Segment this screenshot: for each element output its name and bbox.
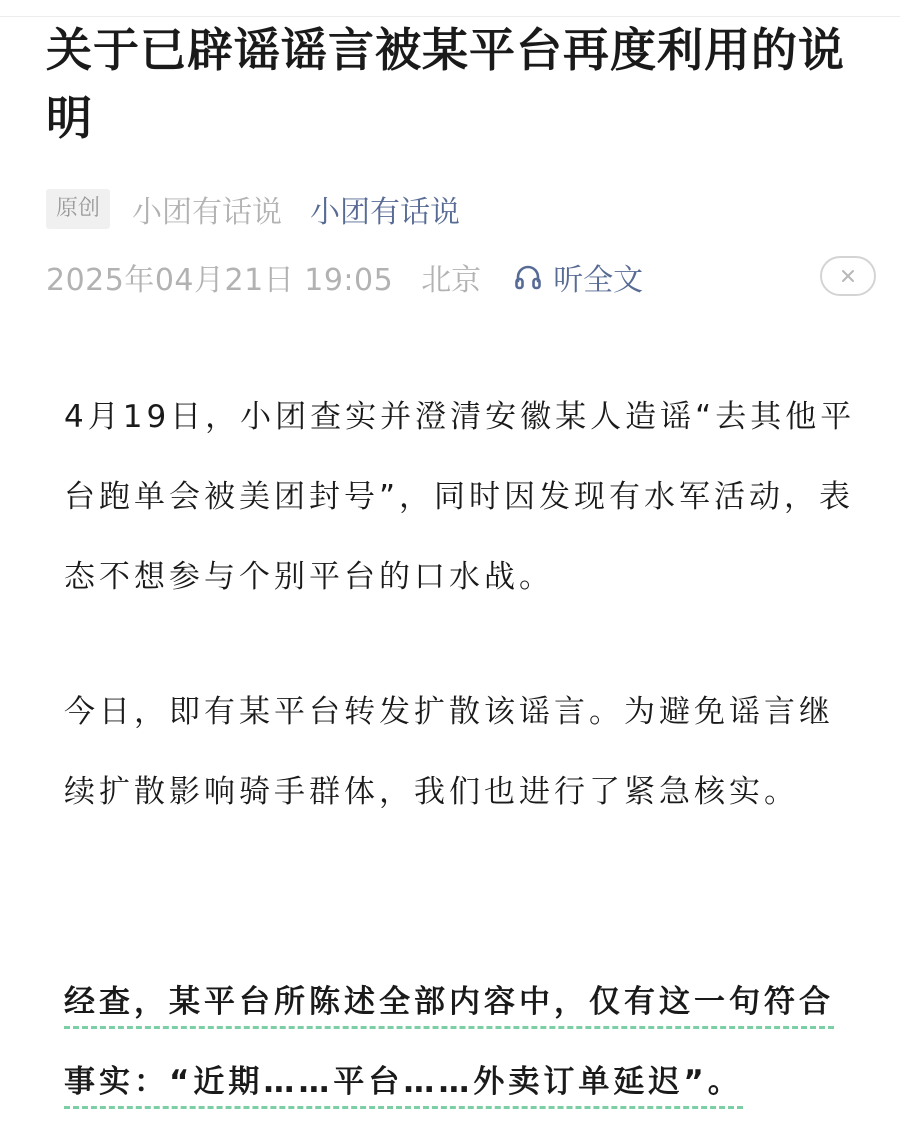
article-meta: [46, 185, 460, 233]
publish-datetime: 2025年04月21日 19:05: [46, 263, 394, 298]
paragraph-2: 今日，即有某平台转发扩散该谣言。为避免谣言继续扩散影响骑手群体，我们也进行了紧急核实。: [64, 694, 834, 810]
account-link[interactable]: 小团有话说: [310, 195, 461, 230]
close-button[interactable]: [820, 256, 876, 296]
publish-location: 北京: [421, 263, 482, 298]
article-meta-time: [46, 255, 643, 299]
close-icon: [840, 268, 856, 284]
headphones-icon: [513, 262, 543, 292]
highlighted-text: 经查，某平台所陈述全部内容中，仅有这一句符合事实：“近期……平台……外卖订单延迟”。: [64, 984, 834, 1109]
article-title: 关于已辟谣谣言被某平台再度利用的说明: [46, 23, 845, 145]
listen-button[interactable]: [513, 255, 643, 299]
original-badge: 原创: [46, 189, 110, 229]
paragraph-1: 4月19日，小团查实并澄清安徽某人造谣“去其他平台跑单会被美团封号”，同时因发现有水军活动，表态不想参与个别平台的口水战。: [64, 399, 856, 595]
author-name: 小团有话说: [132, 195, 283, 230]
paragraph-3-highlight: [64, 962, 864, 1122]
listen-label: 听全文: [553, 263, 644, 298]
